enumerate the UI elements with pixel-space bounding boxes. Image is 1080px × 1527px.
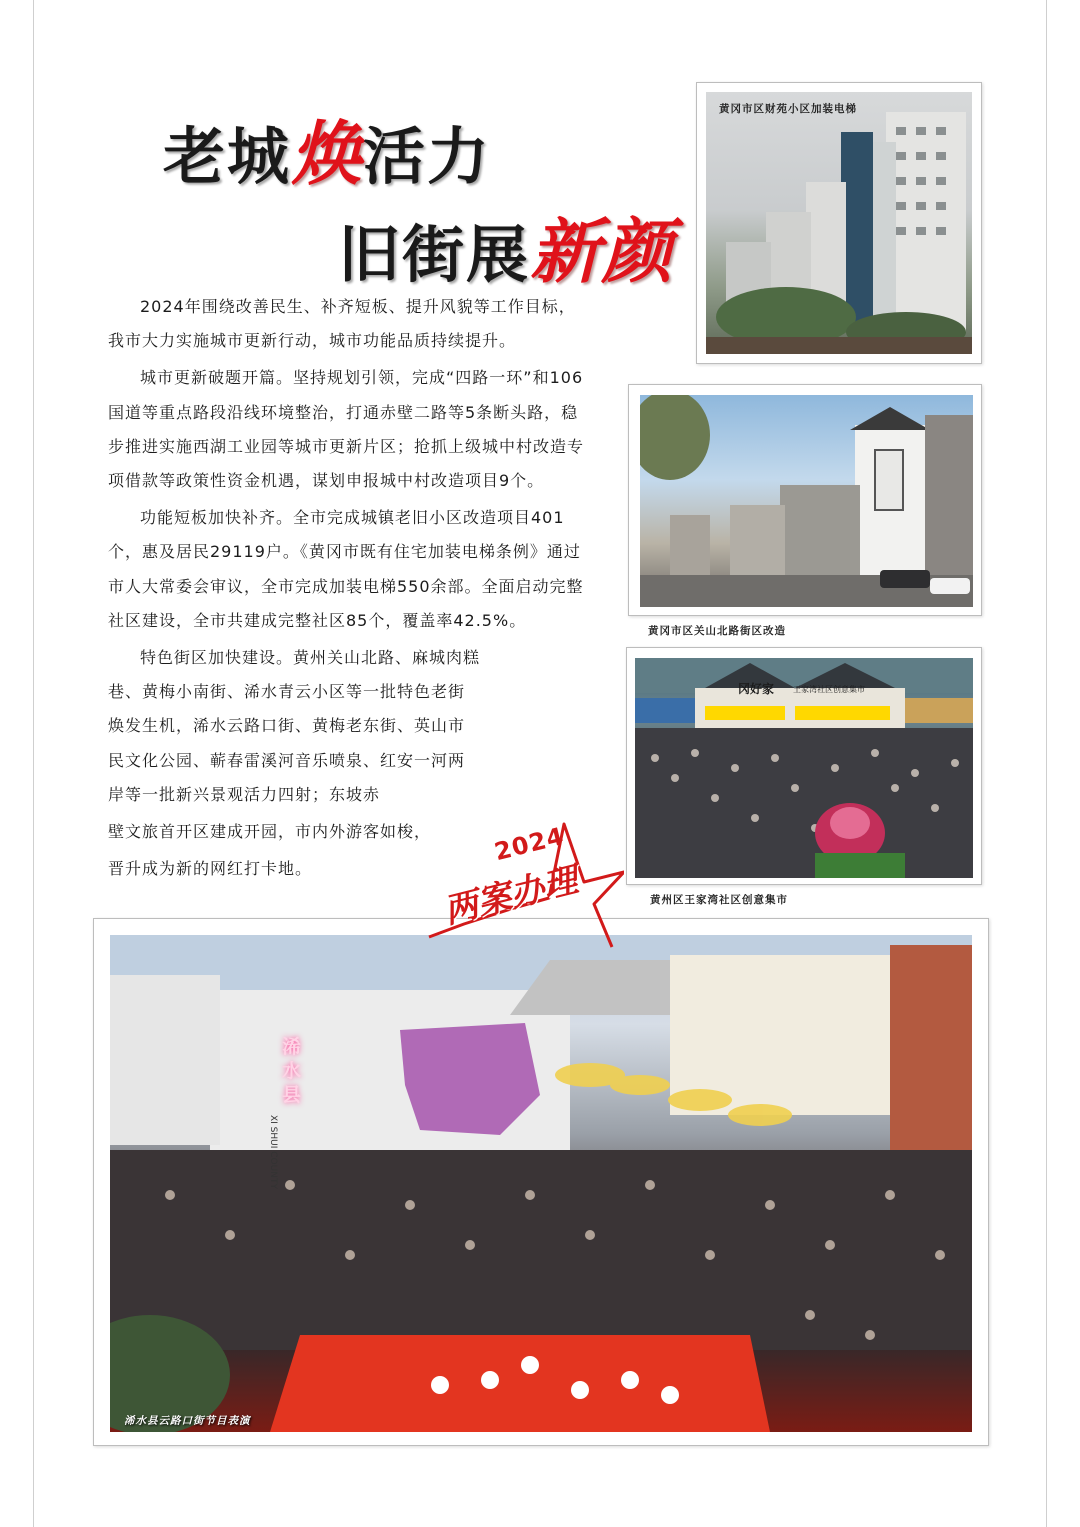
county-sign-chinese: 浠水县 [282, 1036, 302, 1106]
paragraph-special-districts-end: 晋升成为新的网红打卡地。 [108, 859, 313, 879]
paragraph-urban-renewal: 城市更新破题开篇。坚持规划引领，完成“四路一环”和106国道等重点路段沿线环境整治，打通赤壁二路等5条断头路，稳步推进实施西湖工业园等城市更新片区；抢抓上级城中村改造专项借款等政策性资金机遇，谋划申报城中村改造项目9个。 [108, 368, 585, 491]
caption-elevator: 黄冈市区财苑小区加装电梯 [719, 103, 857, 115]
county-sign-english: XI SHUI COUNTY [268, 1115, 278, 1189]
market-sign-sub: 王家湾社区创意集市 [793, 685, 865, 694]
title-line-1-pre: 老城 [163, 120, 292, 193]
photo-street-frame [628, 384, 982, 637]
two-cases-badge [424, 812, 624, 952]
title-line-2-red: 新颜 [530, 210, 675, 293]
title-line-2 [338, 196, 674, 297]
title-line-2-pre: 旧街展 [338, 218, 531, 291]
photo-elevator-scene [706, 92, 972, 354]
badge-text: 两案办理 [440, 860, 582, 932]
title-line-1-post: 活力 [363, 120, 492, 193]
paragraph-functional-shortfall: 功能短板加快补齐。全市完成城镇老旧小区改造项目401个，惠及居民29119户。《黄冈市既有住宅加装电梯条例》通过市人大常委会审议，全市完成加装电梯550余部。全面启动完整社区建设，全市共建成完整社区85个，覆盖率42.5%。 [108, 508, 584, 630]
paragraph-special-districts: 特色街区加快建设。黄州关山北路、麻城肉糕巷、黄梅小南街、浠水青云小区等一批特色老街焕发生机，浠水云路口街、黄梅老东街、英山市民文化公园、蕲春雷溪河音乐喷泉、红安一河两岸等一批新兴景观活力四射；东坡赤 [108, 648, 481, 804]
paragraph-intro: 2024年围绕改善民生、补齐短板、提升风貌等工作目标，我市大力实施城市更新行动，城市功能品质持续提升。 [108, 297, 576, 351]
caption-street: 黄冈市区关山北路街区改造 [648, 625, 786, 637]
photo-performance [110, 935, 972, 1432]
photo-street [640, 395, 973, 607]
paragraph-special-districts-cont: 壁文旅首开区建成开园，市内外游客如梭， [108, 822, 432, 842]
photo-elevator-frame [696, 82, 982, 364]
photo-street-scene [640, 395, 973, 607]
badge-year: 2024 [491, 821, 568, 867]
article-body [108, 290, 586, 889]
caption-market: 黄州区王家湾社区创意集市 [650, 894, 788, 906]
photo-performance-frame [93, 918, 989, 1446]
photo-elevator [706, 92, 972, 354]
photo-market-frame [626, 647, 982, 906]
photo-market [635, 658, 973, 878]
title-line-1-red: 焕 [291, 112, 364, 195]
title-line-1 [163, 98, 491, 199]
market-sign-main: 冈好家 [738, 682, 775, 696]
caption-performance: 浠水县云路口街节目表演 [124, 1415, 251, 1427]
photo-performance-scene [110, 935, 972, 1432]
